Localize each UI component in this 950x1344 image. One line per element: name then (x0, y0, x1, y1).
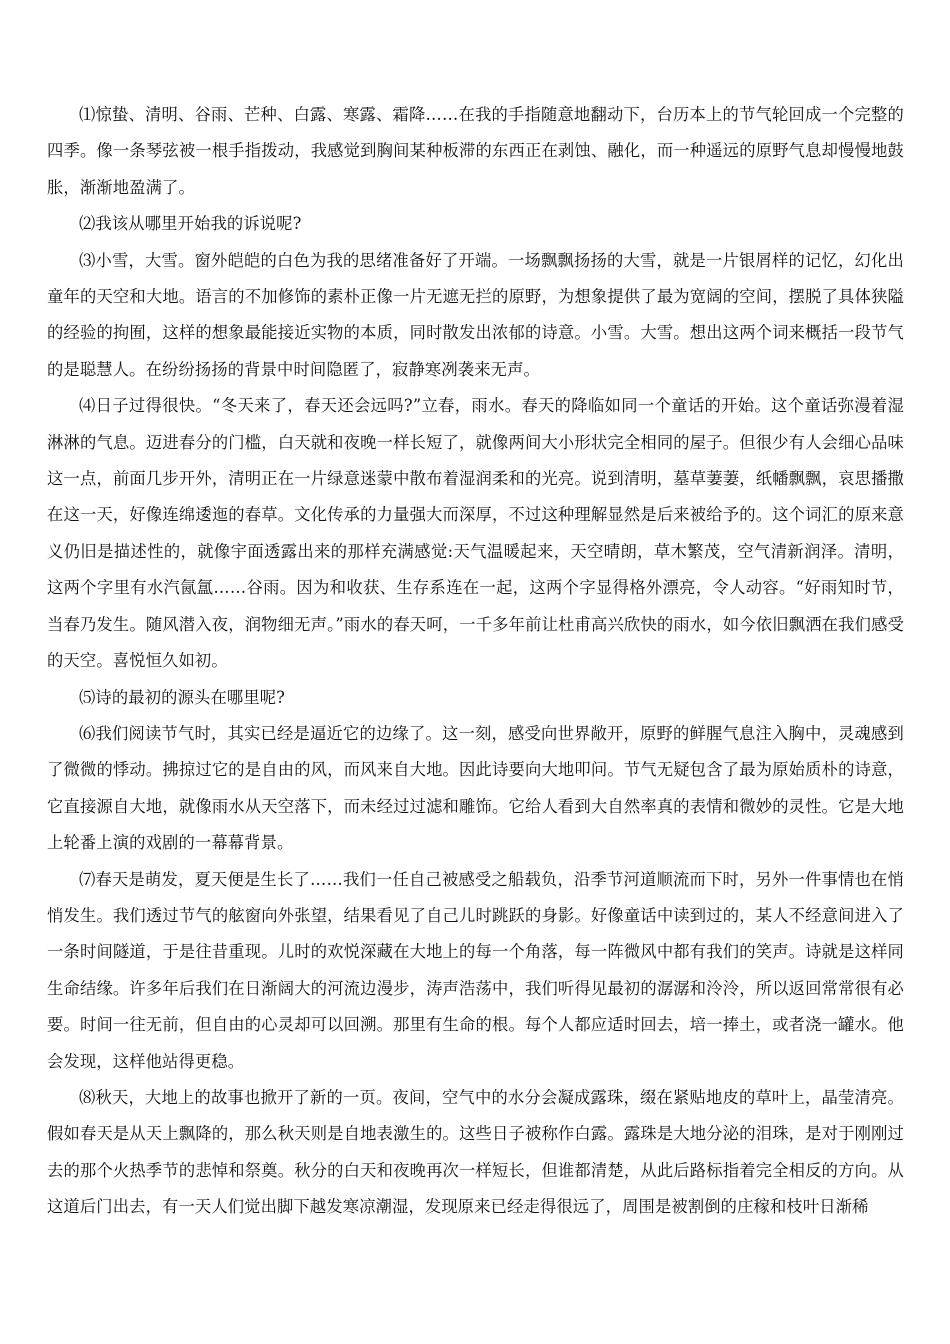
paragraph-8: ⑻秋天，大地上的故事也掀开了新的一页。夜间，空气中的水分会凝成露珠，缀在紧贴地皮的草叶上，晶莹清亮。假如春天是从天上飘降的，那么秋天则是自地表激生的。这些日子被称作白露。露珠是大地分泌的泪珠，是对于刚刚过去的那个火热季节的悲悼和祭奠。秋分的白天和夜晚再次一样短长，但谁都清楚，从此后路标指着完全相反的方向。从这道后门出去，有一天人们觉出脚下越发寒凉潮湿，发现原来已经走得很远了，周围是被割倒的庄稼和枝叶日渐稀 (47, 1087, 904, 1217)
essay-body (47, 97, 904, 1226)
paragraph-7: ⑺春天是萌发，夏天便是生长了……我们一任自己被感受之船载负，沿季节河道顺流而下时，另外一件事情也在悄悄发生。我们透过节气的舷窗向外张望，结果看见了自己儿时跳跃的身影。好像童话中读到过的，某人不经意间进入了一条时间隧道，于是往昔重现。儿时的欢悦深藏在大地上的每一个角落，每一阵微风中都有我们的笑声。诗就是这样同生命结缘。许多年后我们在日渐阔大的河流边漫步，涛声浩荡中，我们听得见最初的潺潺和泠泠，所以返回常常很有必要。时间一往无前，但自由的心灵却可以回溯。那里有生命的根。每个人都应适时回去，培一捧土，或者浇一罐水。他会发现，这样他站得更稳。 (47, 869, 904, 1071)
paragraph-4: ⑷日子过得很快。“冬天来了，春天还会远吗?”立春，雨水。春天的降临如同一个童话的开始。这个童话弥漫着湿淋淋的气息。迈进春分的门槛，白天就和夜晚一样长短了，就像两间大小形状完全相同的屋子。但很少有人会细心品味这一点，前面几步开外，清明正在一片绿意迷蒙中散布着湿润柔和的光亮。说到清明，墓草萋萋，纸幡飘飘，哀思播撒在这一天，好像连绵逶迤的春草。文化传承的力量强大而深厚，不过这种理解显然是后来被给予的。这个词汇的原来意义仍旧是描述性的，就像宇面透露出来的那样充满感觉:天气温暖起来，天空晴朗，草木繁茂，空气清新润泽。清明，这两个字里有水汽氤氲……谷雨。因为和收获、生存系连在一起，这两个字显得格外漂亮，令人动容。“好雨知时节，当春乃发生。随风潜入夜，润物细无声。”雨水的春天呵，一千多年前让杜甫高兴欣快的雨水，如今依旧飘洒在我们感受的天空。喜悦恒久如初。 (47, 396, 904, 671)
paragraph-3: ⑶小雪，大雪。窗外皑皑的白色为我的思绪准备好了开端。一场飘飘扬扬的大雪，就是一片银屑样的记忆，幻化出童年的天空和大地。语言的不加修饰的素朴正像一片无遮无拦的原野，为想象提供了最为宽阔的空间，摆脱了具体狭隘的经验的拘囿，这样的想象最能接近实物的本质，同时散发出浓郁的诗意。小雪。大雪。想出这两个词来概括一段节气的是聪慧人。在纷纷扬扬的背景中时间隐匿了，寂静寒冽袭来无声。 (47, 250, 904, 379)
paragraph-6: ⑹我们阅读节气时，其实已经是逼近它的边缘了。这一刻，感受向世界敞开，原野的鲜腥气息注入胸中，灵魂感到了微微的悸动。拂掠过它的是自由的风，而风来自大地。因此诗要向大地叩问。节气无疑包含了最为原始质朴的诗意，它直接源自大地，就像雨水从天空落下，而未经过过滤和雕饰。它给人看到大自然率真的表情和微妙的灵性。它是大地上轮番上演的戏剧的一幕幕背景。 (47, 723, 904, 853)
paragraph-1: ⑴惊蛰、清明、谷雨、芒种、白露、寒露、霜降……在我的手指随意地翻动下，台历本上的节气轮回成一个完整的四季。像一条琴弦被一根手指拨动，我感觉到胸间某种板滞的东西正在剥蚀、融化，而一种遥远的原野气息却慢慢地鼓胀，渐渐地盈满了。 (47, 105, 904, 197)
paragraph-2: ⑵我该从哪里开始我的诉说呢? (79, 214, 302, 234)
paragraph-5: ⑸诗的最初的源头在哪里呢? (79, 687, 286, 707)
